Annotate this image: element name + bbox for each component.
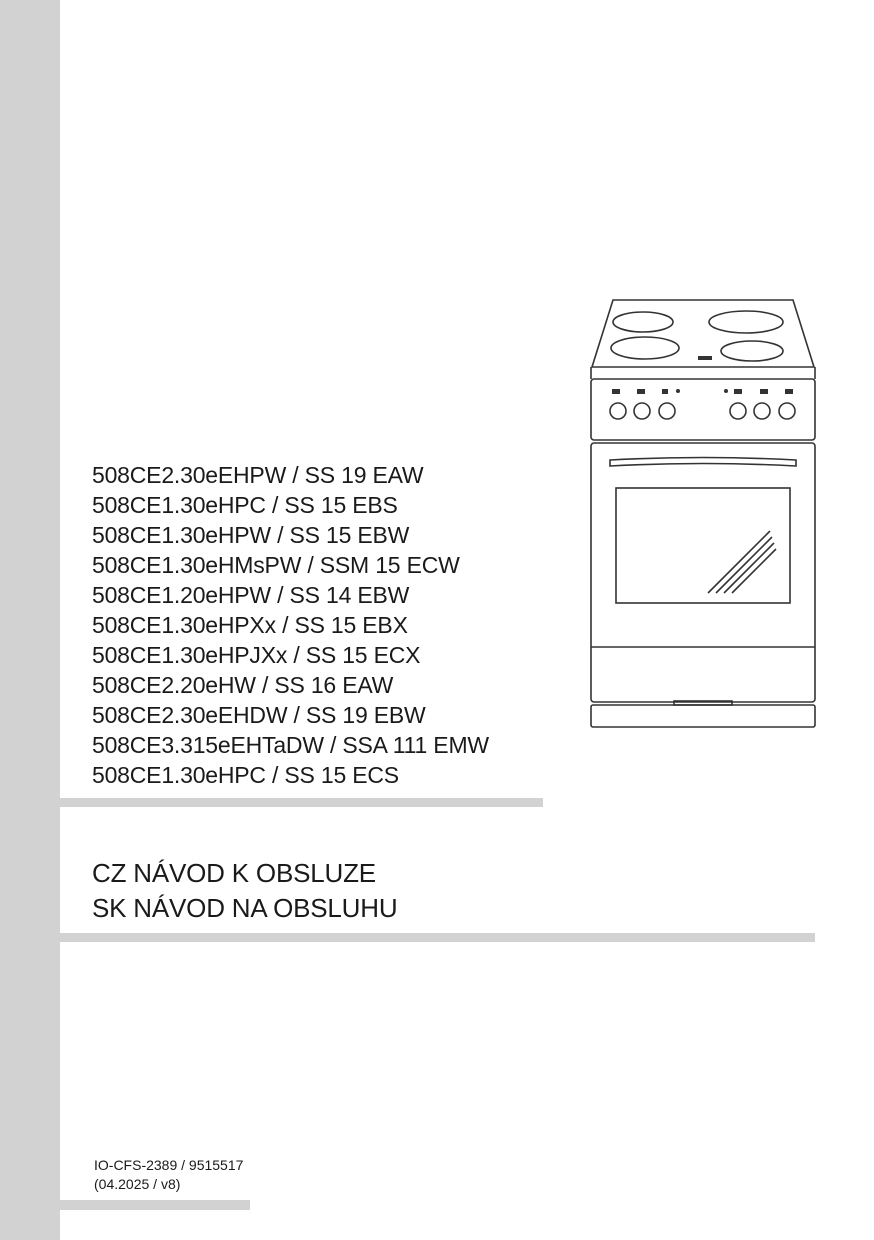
model-item: 508CE1.30eHPC / SS 15 ECS [92,762,399,788]
title-cz: CZ NÁVOD K OBSLUZE [92,858,376,888]
electric-stove-icon [588,295,818,735]
model-item: 508CE3.315eEHTaDW / SSA 111 EMW [92,732,489,758]
document-code: IO-CFS-2389 / 9515517 [94,1157,244,1173]
divider-middle [60,933,815,942]
side-color-bar [0,0,60,1240]
title-sk: SK NÁVOD NA OBSLUHU [92,893,398,923]
model-item: 508CE1.30eHPW / SS 15 EBW [92,522,410,548]
model-item: 508CE1.30eHMsPW / SSM 15 ECW [92,552,460,578]
divider-top [60,798,543,807]
model-item: 508CE2.30eEHPW / SS 19 EAW [92,462,424,488]
model-item: 508CE1.30eHPJXx / SS 15 ECX [92,642,421,668]
divider-bottom [60,1200,250,1210]
manual-titles [92,856,397,926]
model-item: 508CE1.30eHPC / SS 15 EBS [92,492,398,518]
model-item: 508CE1.20eHPW / SS 14 EBW [92,582,410,608]
document-version: (04.2025 / v8) [94,1176,181,1192]
model-item: 508CE2.30eEHDW / SS 19 EBW [92,702,426,728]
document-info [94,1156,243,1194]
model-item: 508CE1.30eHPXx / SS 15 EBX [92,612,408,638]
model-item: 508CE2.20eHW / SS 16 EAW [92,672,394,698]
model-list [92,460,489,790]
